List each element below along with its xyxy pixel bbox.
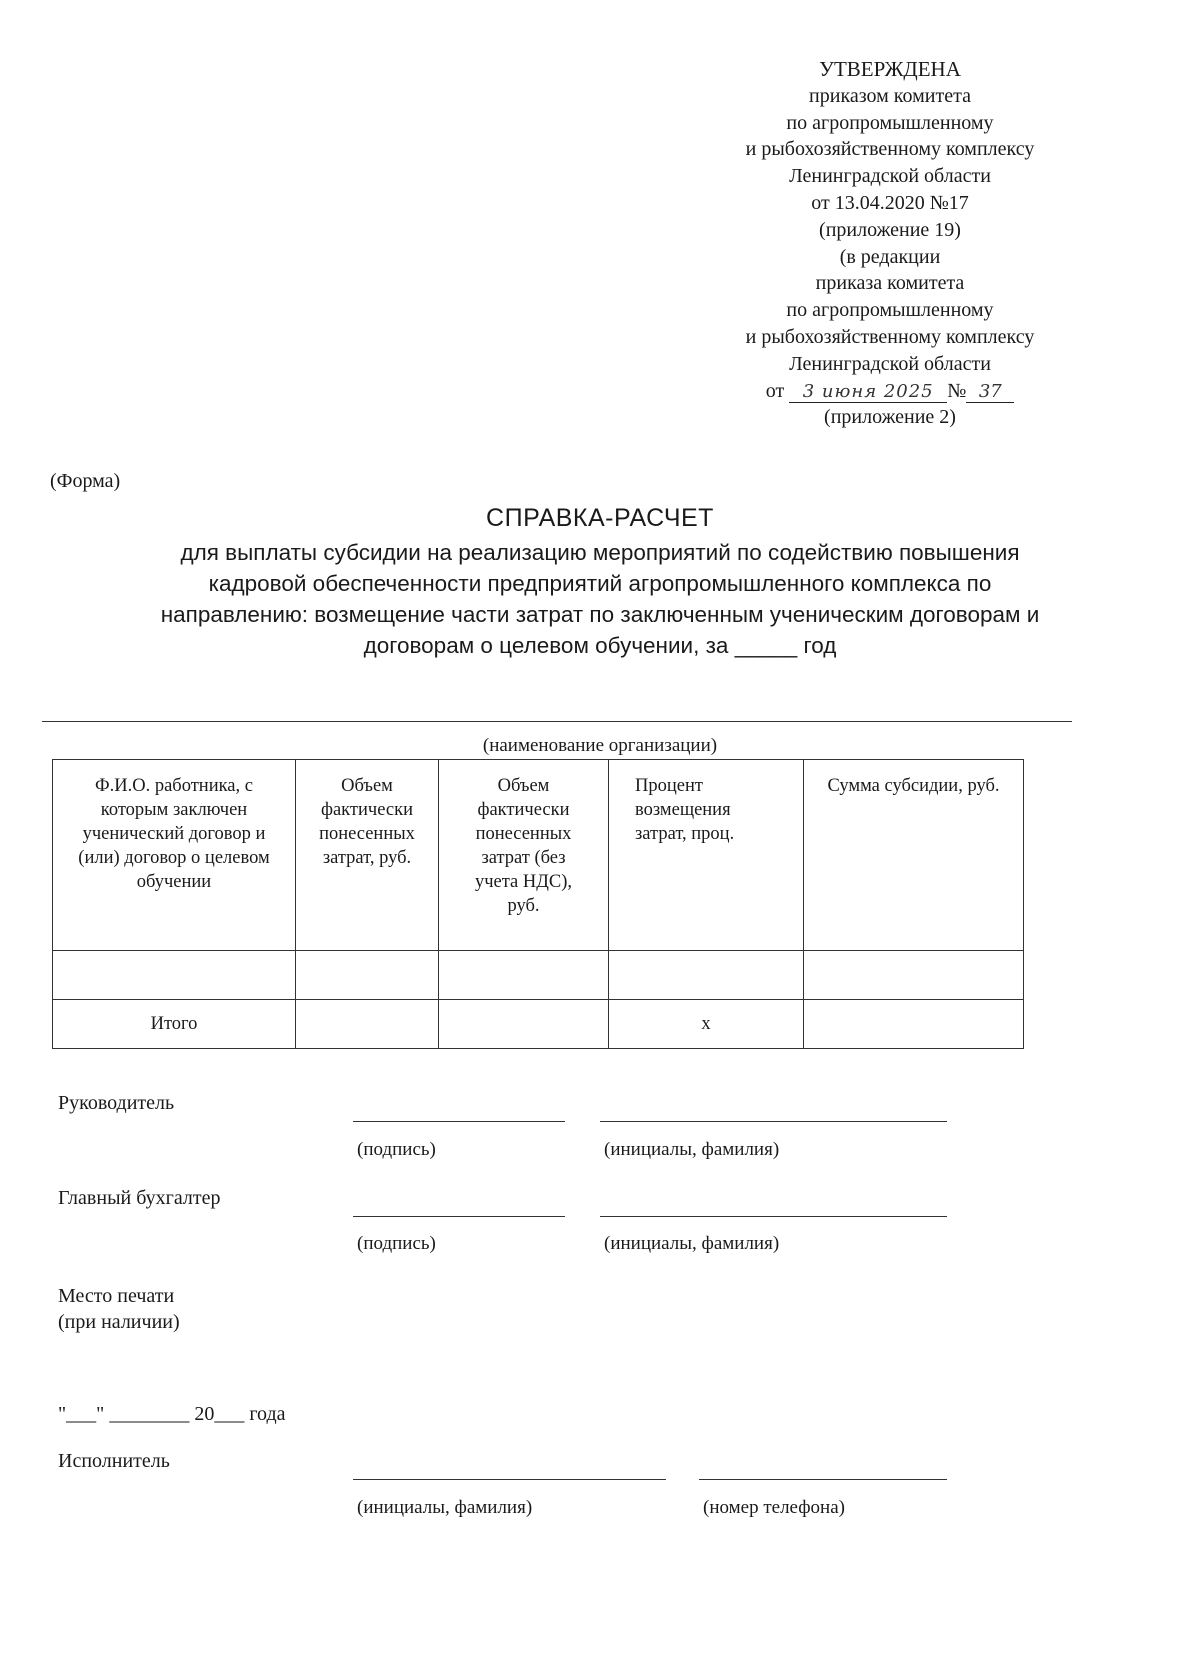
total-label: Итого	[53, 1000, 296, 1049]
document-subtitle	[60, 537, 1140, 661]
table-header-row	[53, 760, 1024, 951]
handwritten-date: 3 июня 2025	[789, 382, 947, 403]
approval-line: по агропромышленному	[786, 111, 994, 134]
header-costs-without-vat: Объем фактически понесенных затрат (без учета НДС), руб.	[439, 760, 609, 951]
executor-phone-caption: (номер телефона)	[703, 1497, 845, 1518]
approval-line: Ленинградской области	[789, 165, 991, 188]
approval-line: (приложение 19)	[819, 218, 961, 241]
accountant-signature-line	[353, 1216, 565, 1217]
header-actual-costs: Объем фактически понесенных затрат, руб.	[296, 760, 439, 951]
approval-line: и рыбохозяйственному комплексу	[745, 138, 1035, 161]
approval-line: приказа комитета	[815, 272, 965, 295]
approval-line: Ленинградской области	[789, 352, 991, 375]
table-cell	[609, 951, 804, 1000]
organization-caption: (наименование организации)	[482, 735, 718, 756]
table-total-row	[53, 1000, 1024, 1049]
table-cell	[296, 1000, 439, 1049]
table-cell	[439, 951, 609, 1000]
executor-label: Исполнитель	[58, 1450, 170, 1472]
header-reimbursement-percent: Процент возмещения затрат, проц.	[609, 760, 804, 951]
approval-block	[690, 56, 1090, 431]
accountant-label: Главный бухгалтер	[58, 1187, 221, 1209]
executor-name-line	[353, 1479, 666, 1480]
table-row	[53, 951, 1024, 1000]
document-title: СПРАВКА-РАСЧЕТ	[486, 504, 714, 532]
approval-line: от 13.04.2020 №17	[811, 191, 969, 214]
executor-name-caption: (инициалы, фамилия)	[357, 1497, 533, 1518]
form-label: (Форма)	[50, 470, 121, 492]
table-cell	[53, 951, 296, 1000]
approval-line: (в редакции	[839, 245, 941, 268]
date-line: "___" ________ 20___ года	[58, 1403, 286, 1425]
number-label: №	[947, 379, 967, 402]
accountant-name-line	[600, 1216, 947, 1217]
header-employee-name: Ф.И.О. работника, с которым заключен ученический договор и (или) договор о целевом обучении	[53, 760, 296, 951]
head-label: Руководитель	[58, 1092, 175, 1114]
table-cell	[296, 951, 439, 1000]
subtitle-line: для выплаты субсидии на реализацию мероприятий по содействию повышения	[180, 540, 1020, 565]
table-cell	[804, 951, 1024, 1000]
approval-line: приказом комитета	[809, 84, 971, 107]
handwritten-number: 37	[966, 382, 1014, 403]
calculation-table	[52, 759, 1024, 1049]
head-name-caption: (инициалы, фамилия)	[604, 1139, 780, 1160]
accountant-signature-caption: (подпись)	[357, 1233, 436, 1254]
subtitle-line: договорам о целевом обучении, за _____ год	[363, 633, 837, 658]
date-prefix: от	[765, 379, 785, 402]
head-signature-line	[353, 1121, 565, 1122]
table-cell	[439, 1000, 609, 1049]
approval-line: и рыбохозяйственному комплексу	[745, 325, 1035, 348]
approval-heading: УТВЕРЖДЕНА	[819, 57, 961, 81]
executor-phone-line	[699, 1479, 947, 1480]
accountant-name-caption: (инициалы, фамилия)	[604, 1233, 780, 1254]
stamp-place-line: (при наличии)	[58, 1311, 180, 1333]
head-signature-caption: (подпись)	[357, 1139, 436, 1160]
table-cell	[804, 1000, 1024, 1049]
stamp-place-line: Место печати	[58, 1285, 175, 1307]
approval-line: по агропромышленному	[786, 299, 994, 322]
stamp-place	[58, 1283, 180, 1335]
subtitle-line: кадровой обеспеченности предприятий агропромышленного комплекса по	[208, 571, 992, 596]
organization-name-line	[42, 721, 1072, 722]
approval-date-line	[690, 378, 1090, 405]
header-subsidy-amount: Сумма субсидии, руб.	[804, 760, 1024, 951]
approval-appendix: (приложение 2)	[824, 406, 956, 429]
head-name-line	[600, 1121, 947, 1122]
total-percent-cell: х	[609, 1000, 804, 1049]
subtitle-line: направлению: возмещение части затрат по заключенным ученическим договорам и	[160, 602, 1040, 627]
